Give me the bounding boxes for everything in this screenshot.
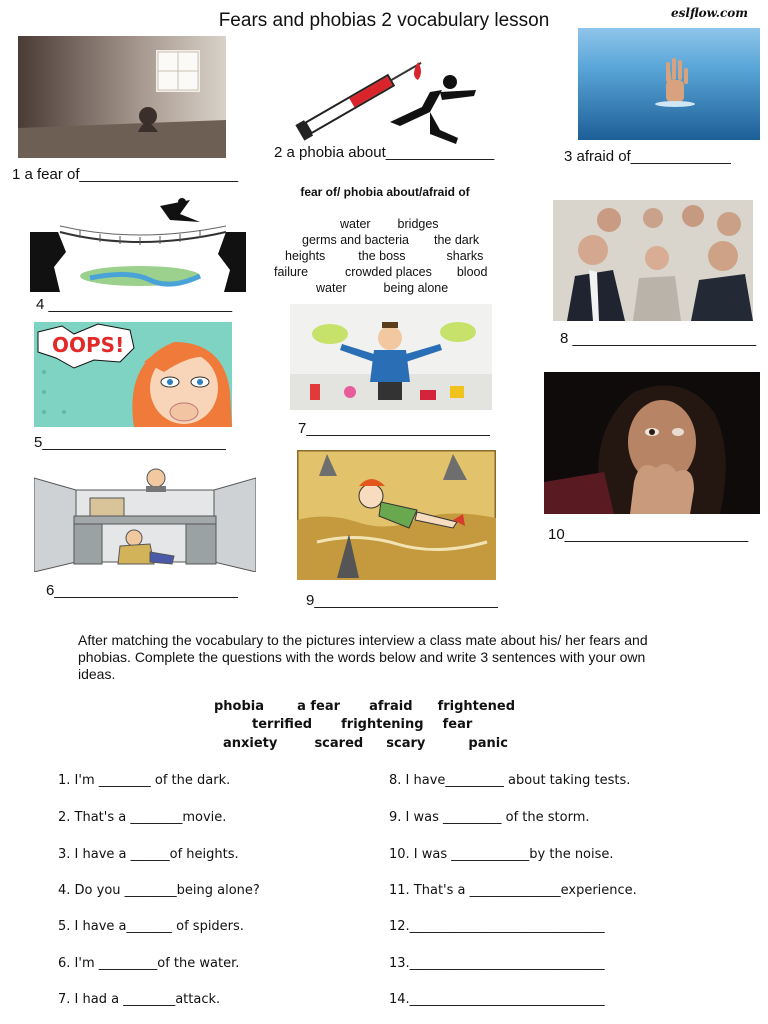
word-bank-2-item: afraid [369, 699, 413, 714]
word-bank-item: the dark [433, 233, 480, 247]
picture-6-cubicle [34, 466, 256, 572]
caption-1: 1 a fear of___________________ [12, 166, 239, 183]
question-12: 12.______________________________ [389, 919, 605, 934]
picture-4-bridge [30, 192, 246, 292]
question-5: 5. I have a_______ of spiders. [58, 919, 244, 934]
question-9: 9. I was _________ of the storm. [389, 810, 590, 825]
question-13: 13.______________________________ [389, 956, 605, 971]
question-14: 14.______________________________ [389, 992, 605, 1007]
question-3: 3. I have a ______of heights. [58, 847, 239, 862]
caption-6: 6______________________ [46, 582, 238, 599]
question-10: 10. I was ____________by the noise. [389, 847, 614, 862]
picture-1-empty-room [18, 36, 226, 158]
word-bank-2-item: fear [442, 717, 473, 732]
picture-8-crowd [553, 200, 753, 321]
picture-2-syringe-runner [290, 52, 490, 144]
word-bank-row-3 [285, 249, 483, 263]
caption-9: 9______________________ [306, 592, 498, 609]
word-bank-2-item: scary [386, 736, 426, 751]
word-bank-2-item: frightening [341, 717, 424, 732]
question-7: 7. I had a ________attack. [58, 992, 221, 1007]
word-bank-item: water [340, 217, 371, 231]
picture-5-comic-girl [34, 322, 232, 427]
word-bank-item: sharks [446, 249, 484, 263]
word-bank-2-item: anxiety [223, 736, 278, 751]
picture-7-germs [290, 304, 492, 410]
svg-text:OOPS!: OOPS! [52, 333, 125, 357]
question-6: 6. I'm _________of the water. [58, 956, 240, 971]
word-bank-2-row-3 [223, 736, 508, 751]
word-bank-2-item: frightened [437, 699, 516, 714]
word-bank-row-1 [340, 217, 439, 231]
word-bank-2-item: panic [468, 736, 508, 751]
word-bank-2-item: scared [314, 736, 364, 751]
instructions-text: After matching the vocabulary to the pictures interview a class mate about his/ her fears and phobias. Complete the questions with the words below and write 3 sentences with your own ideas. [78, 632, 648, 682]
site-brand: eslflow.com [671, 6, 748, 20]
word-bank-item: germs and bacteria [302, 233, 410, 247]
question-4: 4. Do you ________being alone? [58, 883, 260, 898]
word-bank-item: the boss [358, 249, 406, 263]
caption-8: 8 ______________________ [560, 330, 757, 347]
question-8: 8. I have_________ about taking tests. [389, 773, 631, 788]
word-bank-row-4 [274, 265, 487, 279]
word-bank-2-row-1 [214, 699, 515, 714]
question-11: 11. That's a ______________experience. [389, 883, 637, 898]
page-title: Fears and phobias 2 vocabulary lesson [218, 10, 550, 31]
word-bank-row-5 [316, 281, 448, 295]
picture-10-frightened-girl [544, 372, 760, 514]
word-bank-item: water [316, 281, 347, 295]
word-bank-item: crowded places [345, 265, 432, 279]
caption-4: 4 ______________________ [36, 296, 233, 313]
word-bank-item: blood [456, 265, 488, 279]
question-1: 1. I'm ________ of the dark. [58, 773, 231, 788]
word-bank-heading: fear of/ phobia about/afraid of [300, 185, 470, 199]
word-bank-item: being alone [383, 281, 449, 295]
word-bank-2-row-2 [252, 717, 472, 732]
word-bank-item: heights [285, 249, 326, 263]
word-bank-item: bridges [397, 217, 439, 231]
word-bank-item: failure [274, 265, 309, 279]
caption-7: 7______________________ [298, 420, 490, 437]
word-bank-row-2 [302, 233, 479, 247]
picture-3-drowning-hand [578, 28, 760, 140]
caption-3: 3 afraid of____________ [564, 148, 731, 165]
caption-2: 2 a phobia about_____________ [274, 144, 495, 161]
word-bank-2-item: phobia [214, 699, 265, 714]
word-bank-2-item: a fear [297, 699, 341, 714]
caption-5: 5______________________ [34, 434, 226, 451]
caption-10: 10______________________ [548, 526, 749, 543]
word-bank-2-item: terrified [252, 717, 313, 732]
question-2: 2. That's a ________movie. [58, 810, 227, 825]
picture-9-sharks [297, 450, 496, 580]
